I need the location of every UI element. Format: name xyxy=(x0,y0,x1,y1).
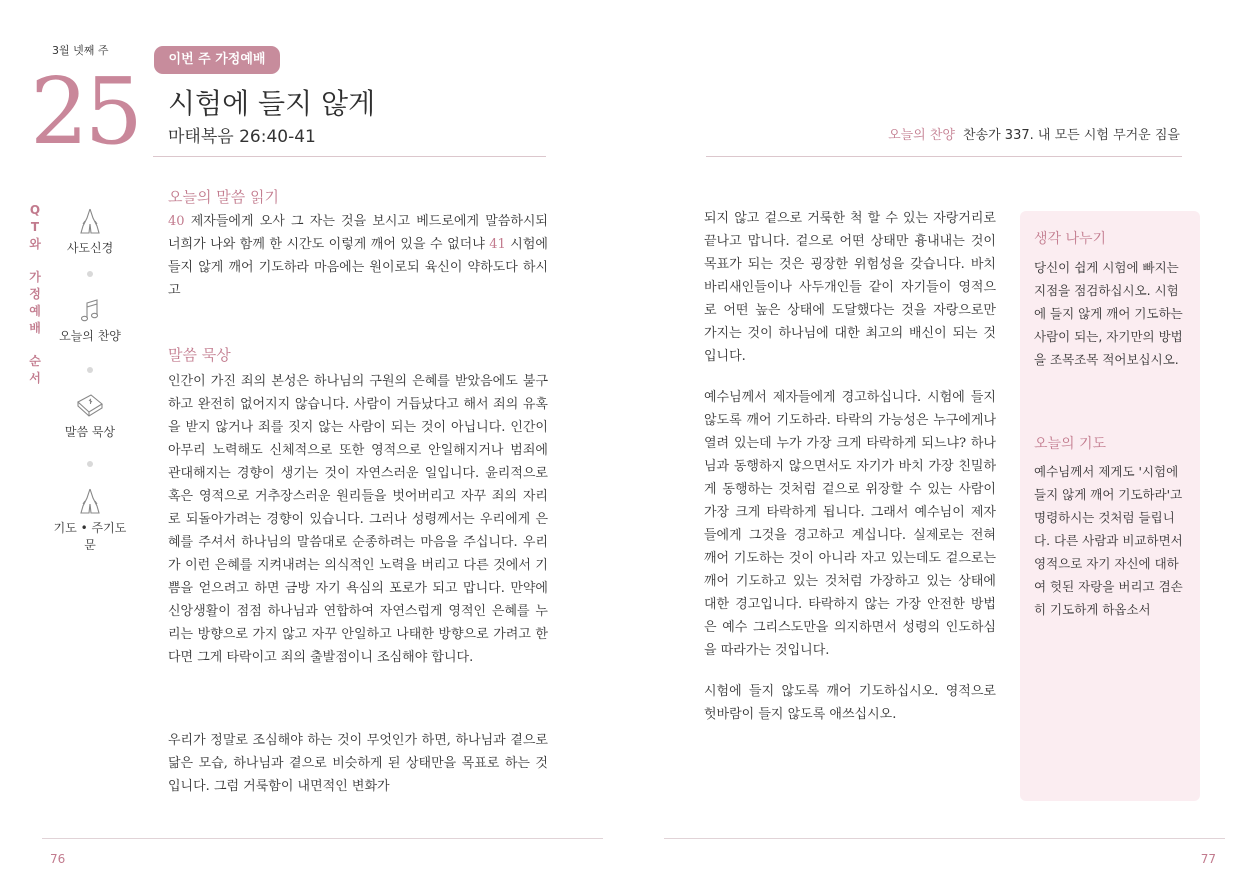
vertical-char: 와 xyxy=(29,237,41,251)
reading-heading: 오늘의 말씀 읽기 xyxy=(168,188,279,206)
reading-text xyxy=(168,210,548,302)
verse-text: 시험에 들지 않게 깨어 기도하라 마음에는 원이로되 육신이 약하도다 하시고 xyxy=(168,237,548,298)
share-text: 당신이 쉽게 시험에 빠지는 지점을 점검하십시오. 시험에 들지 않게 깨어 기도하는 사람이 되는, 자기만의 방법을 조목조목 적어보십시오. xyxy=(1034,260,1183,367)
share-heading: 생각 나누기 xyxy=(1034,231,1107,247)
vertical-gap xyxy=(28,337,42,353)
vertical-order-label xyxy=(28,202,42,387)
meditation-paragraph-2: 우리가 정말로 조심해야 하는 것이 무엇인가 하면, 하나님과 곁으로 닮은 모습, 하나님과 곁으로 비슷하게 된 상태만을 목표로 하는 것입니다. 그럼 거룩함이 내면적인 변화가 xyxy=(168,733,548,794)
sharing-box xyxy=(1020,211,1200,801)
meditation-paragraph-5: 시험에 들지 않도록 깨어 기도하십시오. 영적으로 헛바람이 들지 않도록 애쓰십시오. xyxy=(704,684,996,722)
footer-divider-right xyxy=(664,838,1225,839)
step-separator-dot xyxy=(87,461,93,467)
meditation-paragraph-1: 인간이 가진 죄의 본성은 하나님의 구원의 은혜를 받았음에도 불구하고 완전히 없어지지 않습니다. 사람이 거듭났다고 해서 죄의 유혹을 받지 않거나 죄를 짓지 않는 사람이 되는 것이 아닙니다. 인간이 아무리 노력해도 신체적으로 또한 영적으로 안일해지거나 범죄에 관대해지는 경향이 생기는 것이 자연스러운 일입니다. 윤리적으로 혹은 영적으로 거추장스러운 원리들을 벗어버리고 자꾸 죄의 자리로 되돌아가려는 경향이 있습니다. 그러나 성령께서는 우리에게 은혜를 주셔서 하나님의 말씀대로 순종하려는 마음을 주십니다. 우리가 이런 은혜를 지켜내려는 의식적인 노력을 버리고 다른 것에서 기쁨을 얻으려고 하면 금방 자기 욕심의 포로가 되고 맙니다. 만약에 신앙생활이 점점 하나님과 연합하여 자연스럽게 영적인 은혜를 누리는 방향으로 가지 않고 자꾸 안일하고 나태한 방향으로 가려고 한다면 그게 타락이고 죄의 출발점이니 조심해야 합니다. xyxy=(168,374,548,665)
verse-number: 40 xyxy=(168,214,185,229)
vertical-gap xyxy=(28,253,42,269)
prayer-text: 예수님께서 제게도 '시험에 들지 않게 깨어 기도하라'고 명령하시는 것처럼 들립니다. 다른 사람과 비교하면서 영적으로 자기 자신에 대하여 헛된 자랑을 버리고 겸손히 기도하게 하옵소서 xyxy=(1034,464,1183,617)
page-title: 시험에 들지 않게 xyxy=(168,87,376,120)
page-number-right: 77 xyxy=(1200,852,1216,866)
section-badge: 이번 주 가정예배 xyxy=(154,46,280,74)
step-separator-dot xyxy=(87,271,93,277)
step-label: 기도 • 주기도문 xyxy=(53,521,127,552)
step-meditation xyxy=(50,392,130,440)
hymn-value: 찬송가 337. 내 모든 시험 무거운 짐을 xyxy=(963,128,1180,143)
header-divider-right xyxy=(706,156,1182,157)
vertical-char: 배 xyxy=(29,321,41,335)
step-label: 오늘의 찬양 xyxy=(59,329,121,343)
vertical-char: 정 xyxy=(29,287,41,301)
praying-hands-icon xyxy=(77,486,103,516)
step-label: 말씀 묵상 xyxy=(64,425,116,439)
vertical-char: T xyxy=(30,220,40,234)
meditation-heading: 말씀 묵상 xyxy=(168,346,231,364)
vertical-char: 예 xyxy=(29,304,41,318)
meditation-paragraph-4: 예수님께서 제자들에게 경고하십니다. 시험에 들지 않도록 깨어 기도하라. 타락의 가능성은 누구에게나 열려 있는데 누가 가장 크게 타락하게 되느냐? 하나님과 동행하지 않으면서도 자기가 바치 가장 친밀하게 동행하는 것처럼 겉으로 위장할 수 있는 사람이 가장 크게 타락하게 됩니다. 그래서 예수님이 제자들에게 그것을 경고하고 계십니다. 실제로는 전혀 깨어 기도하는 것이 아니라 자고 있는데도 겉으로는 깨어 기도하고 있는 것처럼 가장하고 있는 상태에 대한 경고입니다. 타락하지 않는 가장 안전한 방법은 예수 그리스도만을 의지하면서 성령의 인도하심을 따라가는 것입니다. xyxy=(704,390,996,658)
step-prayer xyxy=(50,486,130,553)
music-note-icon xyxy=(79,298,101,324)
step-hymn xyxy=(50,298,130,344)
header-divider-left xyxy=(153,156,546,157)
bible-icon xyxy=(75,392,105,420)
meditation-paragraph-3: 되지 않고 겉으로 거룩한 척 할 수 있는 자랑거리로 끝나고 맙니다. 겉으로 어떤 상태만 흉내내는 것이 목표가 되는 것은 굉장한 위험성을 갖습니다. 바치 바리새인들이나 사두개인들 같이 자기들이 영적으로 어떤 높은 상태에 도달했다는 것을 자랑으로만 가지는 것이 하나님에 대한 최고의 배신이 되는 것입니다. xyxy=(704,211,996,364)
day-number: 25 xyxy=(30,58,140,165)
footer-divider-left xyxy=(42,838,603,839)
verse-number: 41 xyxy=(489,237,506,252)
hymn-label: 오늘의 찬양 xyxy=(888,128,955,143)
praying-hands-icon xyxy=(77,206,103,236)
vertical-char: 순 xyxy=(29,354,41,368)
step-separator-dot xyxy=(87,367,93,373)
vertical-char: 서 xyxy=(29,371,41,385)
verse-text: 제자들에게 오사 그 자는 것을 보시고 베드로에게 말씀하시되 너희가 나와 함께 한 시간도 이렇게 깨어 있을 수 없더냐 xyxy=(168,214,548,252)
page-number-left: 76 xyxy=(50,852,66,866)
step-apostles-creed xyxy=(50,206,130,256)
vertical-char: Q xyxy=(29,203,41,217)
scripture-reference: 마태복음 26:40-41 xyxy=(168,127,316,147)
week-label: 3월 넷째 주 xyxy=(52,44,109,57)
prayer-heading: 오늘의 기도 xyxy=(1034,436,1107,452)
step-label: 사도신경 xyxy=(66,241,114,255)
hymn-line xyxy=(888,124,1180,143)
vertical-char: 가 xyxy=(29,270,41,284)
